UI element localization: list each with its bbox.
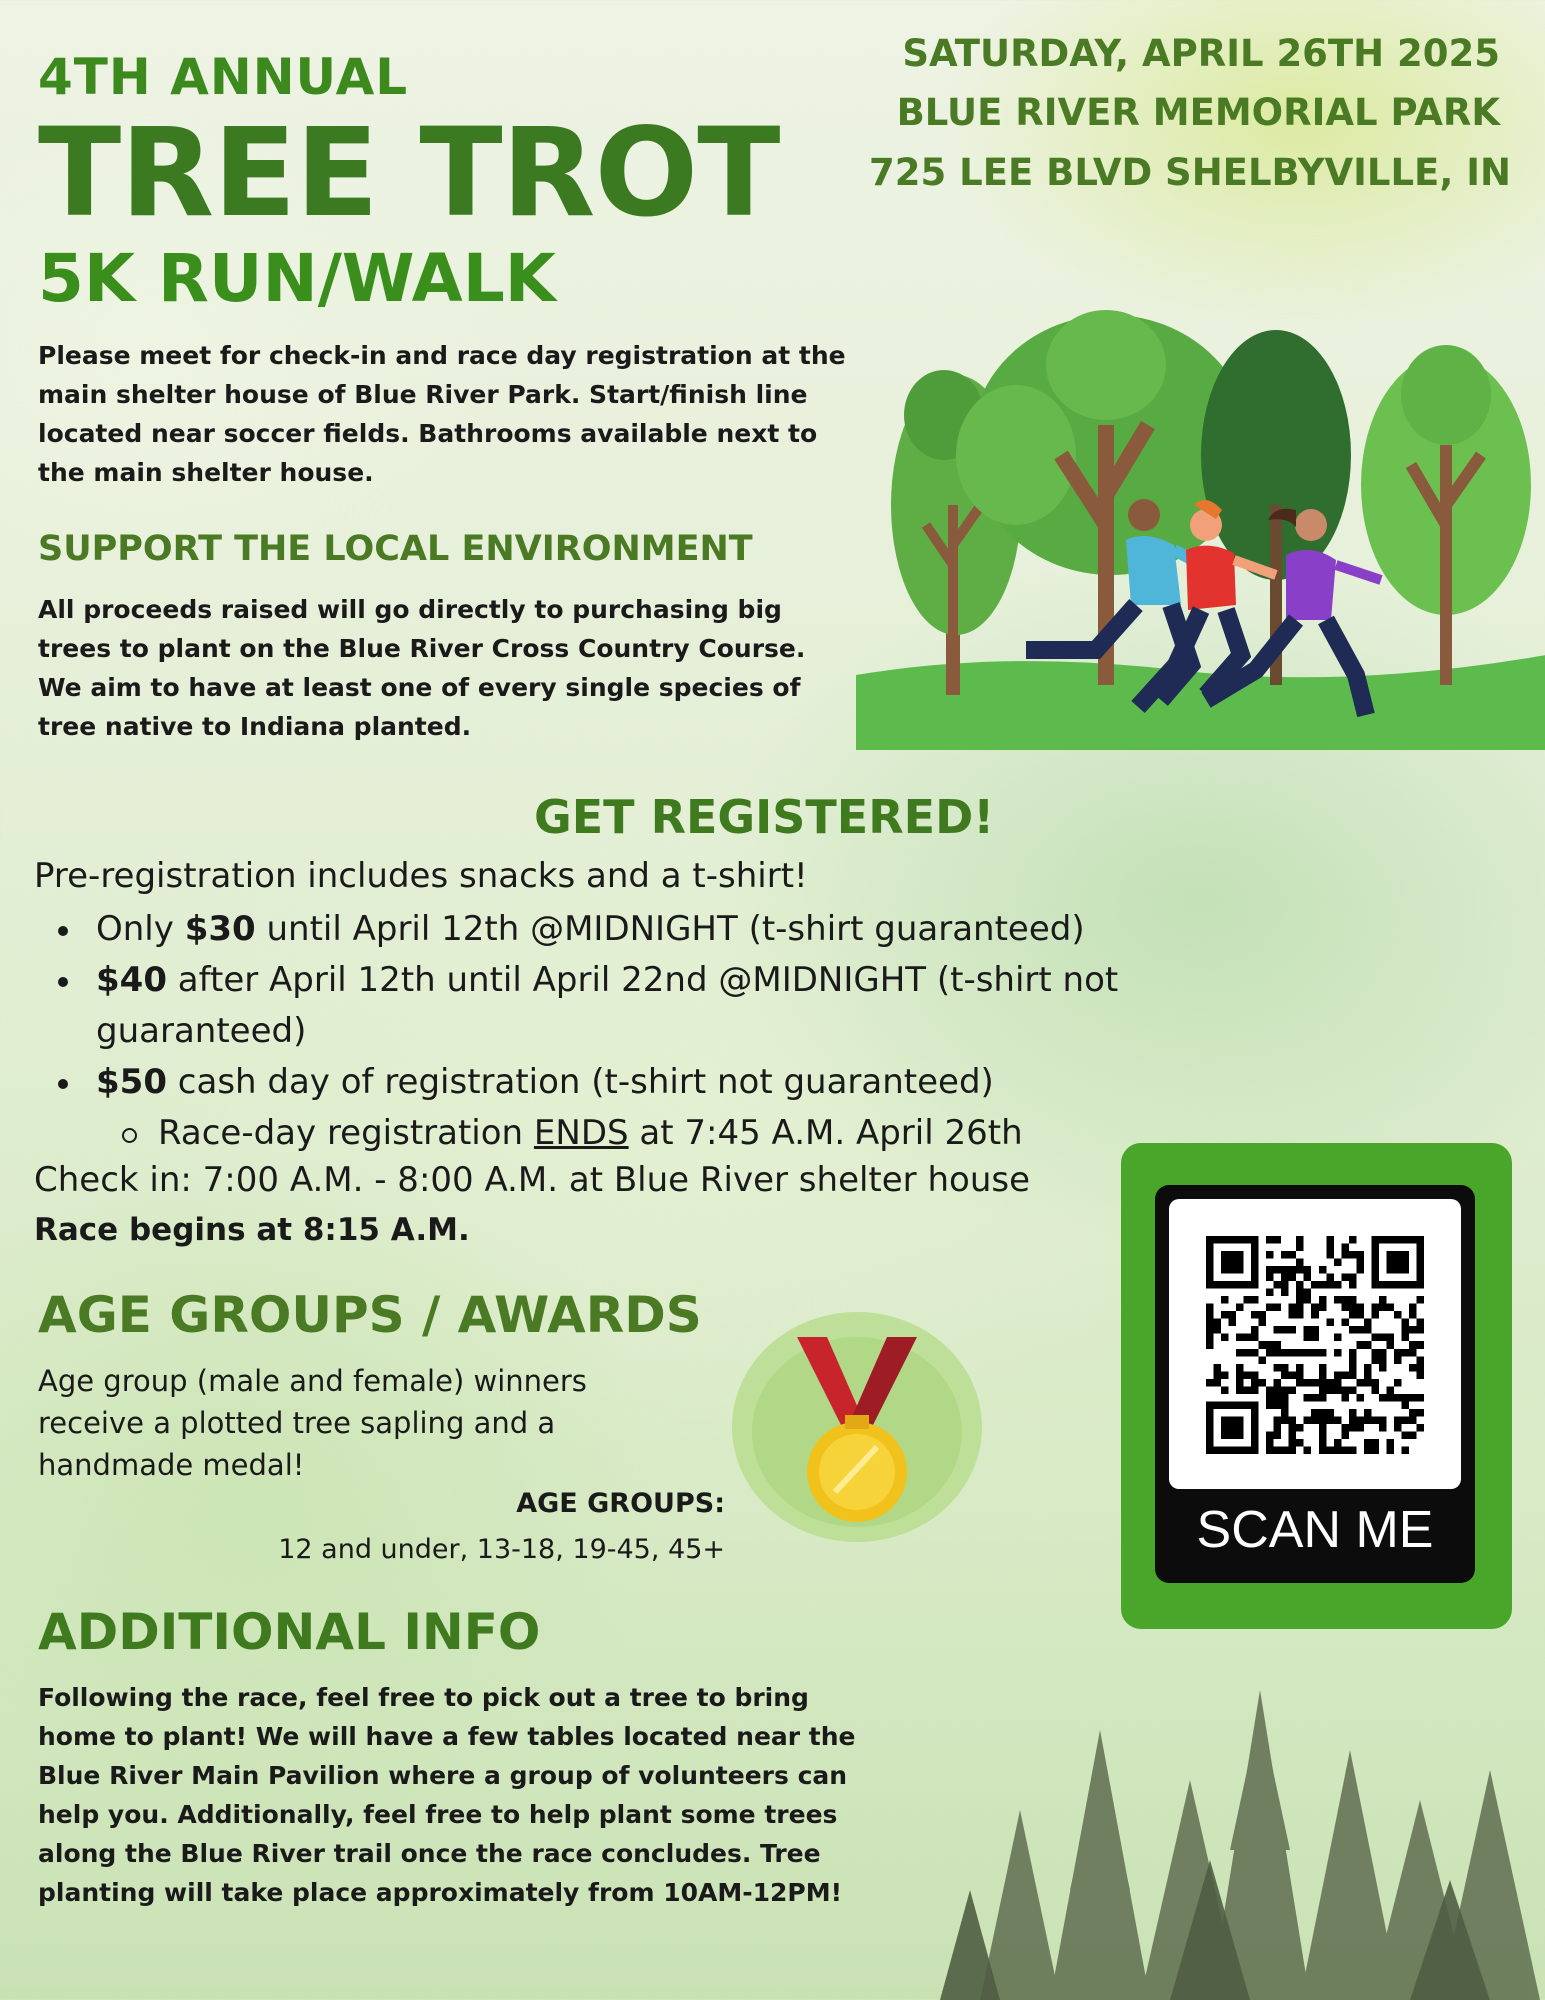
scan-me-label: SCAN ME	[1196, 1501, 1434, 1559]
tier2-details: after April 12th until April 22nd @MIDNIGHT (t-shirt not guaranteed)	[96, 960, 1119, 1051]
tier2-price: $40	[96, 960, 167, 1000]
event-address: 725 LEE BLVD SHELBYVILLE, IN	[869, 151, 1511, 194]
event-title: TREE TROT	[38, 102, 780, 244]
age-groups-paragraph: Age group (male and female) winners receive a plotted tree sapling and a handmade medal!	[38, 1364, 587, 1482]
event-subtitle: 5K RUN/WALK	[38, 240, 556, 317]
additional-info-paragraph: Following the race, feel free to pick out a tree to bring home to plant! We will have a few tables located near the Blue River Main Pavilion where a group of volunteers can help you. Additionally, feel free to help plant some trees along the Blue River trail once the race concludes. Tree planting will take place approximately from 10AM-12PM!	[38, 1683, 856, 1907]
race-start-time: Race begins at 8:15 A.M.	[34, 1212, 470, 1248]
price-tier-3	[34, 1057, 1184, 1108]
age-groups-label: AGE GROUPS:	[516, 1488, 725, 1519]
pine-forest-illustration	[940, 1690, 1545, 2000]
age-groups-values: 12 and under, 13-18, 19-45, 45+	[278, 1534, 725, 1565]
registration-intro: Pre-registration includes snacks and a t-shirt!	[34, 856, 808, 896]
event-annual-label: 4TH ANNUAL	[38, 48, 409, 106]
price-tier-2	[34, 955, 1186, 1057]
intro-paragraph: Please meet for check-in and race day registration at the main shelter house of Blue River Park. Start/finish line located near soccer fields. Bathrooms available next to the main shelter house.	[38, 341, 846, 487]
age-groups-heading: AGE GROUPS / AWARDS	[38, 1286, 702, 1344]
race-day-details: at 7:45 A.M. April 26th	[628, 1113, 1023, 1153]
checkin-time: Check in: 7:00 A.M. - 8:00 A.M. at Blue River shelter house	[34, 1160, 1030, 1200]
tier1-details: until April 12th @MIDNIGHT (t-shirt guaranteed)	[255, 909, 1085, 949]
race-day-note	[34, 1108, 1184, 1159]
price-tier-1	[34, 904, 1184, 955]
support-paragraph: All proceeds raised will go directly to purchasing big trees to plant on the Blue River Cross Country Course. We aim to have at least one of every single species of tree native to Indiana planted.	[38, 595, 806, 741]
tier1-price: $30	[184, 909, 256, 949]
race-day-prefix: Race-day registration	[158, 1113, 534, 1153]
race-day-ends: ENDS	[533, 1113, 629, 1153]
additional-info-heading: ADDITIONAL INFO	[38, 1603, 541, 1661]
bullet-icon	[58, 977, 68, 987]
qr-code-card[interactable]	[1121, 1143, 1512, 1629]
event-date: SATURDAY, APRIL 26TH 2025	[902, 32, 1500, 75]
medal-icon	[727, 1307, 987, 1547]
tier1-prefix: Only	[96, 909, 185, 949]
price-list	[34, 904, 1184, 1159]
registration-heading: GET REGISTERED!	[534, 790, 995, 844]
qr-code-background	[1169, 1199, 1461, 1489]
bullet-icon	[58, 926, 68, 936]
qr-code-icon[interactable]	[1206, 1236, 1424, 1454]
support-heading: SUPPORT THE LOCAL ENVIRONMENT	[38, 529, 753, 569]
tier3-price: $50	[96, 1062, 167, 1102]
qr-code-frame	[1155, 1185, 1475, 1583]
sub-bullet-icon	[122, 1128, 137, 1143]
event-venue: BLUE RIVER MEMORIAL PARK	[896, 91, 1500, 134]
bullet-icon	[58, 1079, 68, 1089]
runners-in-park-illustration	[856, 305, 1545, 750]
tier3-details: cash day of registration (t-shirt not guaranteed)	[166, 1062, 994, 1102]
